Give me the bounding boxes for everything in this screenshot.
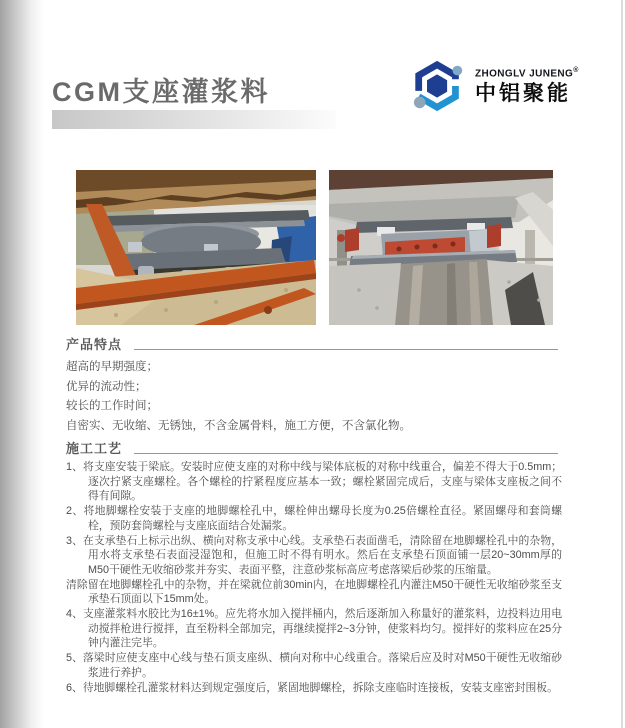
heading-rule: [134, 349, 558, 350]
logo-brand-cn: 中铝聚能: [475, 81, 571, 105]
step-number: 4、: [66, 608, 83, 621]
step-text: 在支承垫石上标示出纵、横向对称支承中心线。支承垫石表面凿毛，清除留在地脚螺栓孔中的杂物，用水将支承垫石表面浸湿饱和，但施工时不得有明水。然后在支承垫石顶面铺一层20~30mm厚的M50干硬性无收缩砂浆并夯实、表面平整，注意砂浆标高应考虑落梁后砂浆的压缩量。: [83, 534, 563, 576]
step-number: 5、: [66, 652, 84, 665]
photo-row: [76, 170, 553, 325]
step-text: 待地脚螺栓孔灌浆材料达到规定强度后，紧固地脚螺栓，拆除支座临时连接板，安装支座密封围板。: [82, 681, 558, 694]
company-logo: [410, 57, 579, 115]
page-title: CGM支座灌浆料: [52, 77, 270, 107]
logo-brand-en: ZHONGLV JUNENG®: [475, 67, 579, 80]
page-left-shadow: [0, 0, 44, 728]
process-heading-label: 施工工艺: [66, 441, 123, 456]
process-steps: [66, 460, 562, 695]
step-text: 将地脚螺栓安装于支座的地脚螺栓孔中，螺栓伸出螺母长度为0.25倍螺栓直径。紧固螺母和套筒螺栓，预防套筒螺栓与支座底面结合处漏浆。: [83, 505, 562, 532]
feature-item: 优异的流动性；: [66, 380, 147, 393]
step-text: 支座灌浆料水胶比为16±1%。应先将水加入搅拌桶内，然后逐渐加入称量好的灌浆料，边投料边用电动搅拌枪进行搅拌，直至粉料全部加完，再继续搅拌2~3分钟，使浆料均匀。搅拌好的浆料应在25分钟内灌注完毕。: [82, 608, 562, 650]
step-text: 将支座安装于梁底。安装时应使支座的对称中线与梁体底板的对称中线重合，偏差不得大于0.5mm；逐次拧紧支座螺栓。各个螺栓的拧紧程度应基本一致；螺栓紧固完成后，支座与梁体支座板之间不得有间隙。: [82, 461, 562, 503]
process-step: [66, 651, 562, 680]
process-section-heading: [66, 438, 558, 457]
features-heading-label: 产品特点: [66, 337, 123, 352]
feature-item: 自密实、无收缩、无锈蚀，不含金属骨料，施工方便，不含氯化物。: [66, 419, 411, 432]
bearing-installation-photo-2: [329, 170, 553, 325]
step-number: 6、: [66, 681, 83, 694]
process-step: [66, 607, 562, 651]
title-underline-bar: [52, 110, 336, 129]
step-text: 落梁时应使支座中心线与垫石顶支座纵、横向对称中心线重合。落梁后应及时对M50干硬性无收缩砂浆进行养护。: [83, 652, 563, 679]
process-step: [66, 504, 562, 533]
feature-item: 超高的早期强度；: [66, 361, 158, 373]
hexagon-logo-icon: [410, 57, 468, 115]
bearing-installation-photo-1: [76, 170, 316, 325]
step-text: 清除留在地脚螺栓孔中的杂物，并在梁就位前30min内，在地脚螺栓孔内灌注M50干硬性无收缩砂浆至支承垫石顶面以下15mm处。: [66, 578, 562, 606]
features-list: [66, 358, 558, 436]
feature-item: 较长的工作时间；: [66, 400, 158, 413]
process-step: [66, 681, 562, 696]
process-step-note: [66, 578, 562, 607]
step-number: 2、: [66, 505, 84, 518]
process-step: [66, 534, 562, 578]
page-right-edge: [621, 0, 623, 728]
step-number: 3、: [66, 534, 83, 547]
step-number: 1、: [66, 461, 83, 473]
registered-trademark-symbol: ®: [573, 67, 579, 75]
features-section-heading: [66, 334, 558, 353]
process-step: [66, 460, 562, 504]
heading-rule: [134, 453, 558, 454]
